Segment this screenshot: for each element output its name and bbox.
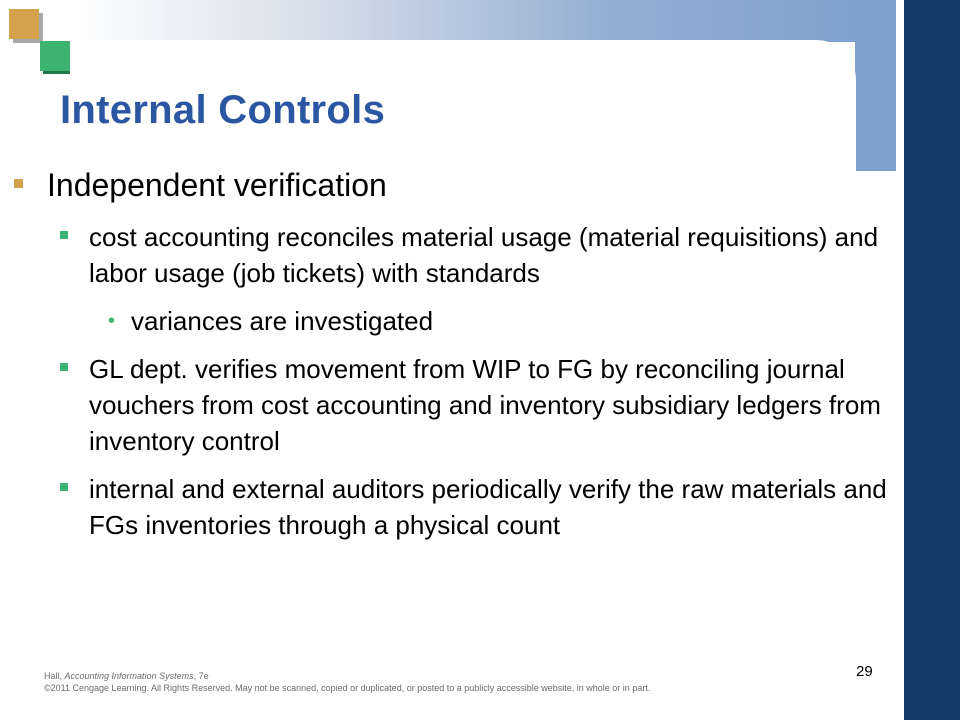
bullet-level1 — [0, 165, 904, 205]
bullet-text: GL dept. verifies movement from WIP to FG by reconciling journal vouchers from cost accounting and inventory subsidiary ledgers from inventory control — [89, 354, 881, 456]
footer — [44, 670, 650, 694]
page-number: 29 — [856, 663, 873, 680]
header-gradient-band — [70, 0, 896, 42]
bullet-text: internal and external auditors periodically verify the raw materials and FGs inventories through a physical count — [89, 474, 887, 540]
footer-citation — [44, 670, 650, 682]
slide-title: Internal Controls — [60, 88, 386, 132]
bullet-text: cost accounting reconciles material usage (material requisitions) and labor usage (job tickets) with standards — [89, 222, 879, 288]
square-bullet-icon — [60, 231, 68, 239]
bullet-level2 — [0, 471, 919, 543]
bullet-level3 — [0, 303, 904, 339]
bullet-level2 — [0, 351, 919, 459]
bullet-text: variances are investigated — [131, 306, 434, 336]
square-bullet-icon — [14, 179, 23, 188]
decor-square-orange — [9, 9, 39, 39]
footer-copyright: ©2011 Cengage Learning. All Rights Reserved. May not be scanned, copied or duplicated, or posted to a publicly accessible website, in whole or in part. — [44, 683, 651, 693]
dot-bullet-icon: • — [108, 310, 116, 332]
decor-square-green — [40, 41, 70, 71]
header-right-light-band — [855, 0, 896, 171]
slide-body — [0, 165, 904, 555]
footer-book-title: Accounting Information Systems — [64, 671, 194, 681]
square-bullet-icon — [60, 483, 68, 491]
square-bullet-icon — [60, 363, 68, 371]
footer-edition: , 7e — [193, 671, 209, 681]
bullet-level2 — [0, 219, 919, 291]
bullet-text: Independent verification — [47, 167, 387, 203]
footer-author: Hall, — [44, 671, 65, 681]
